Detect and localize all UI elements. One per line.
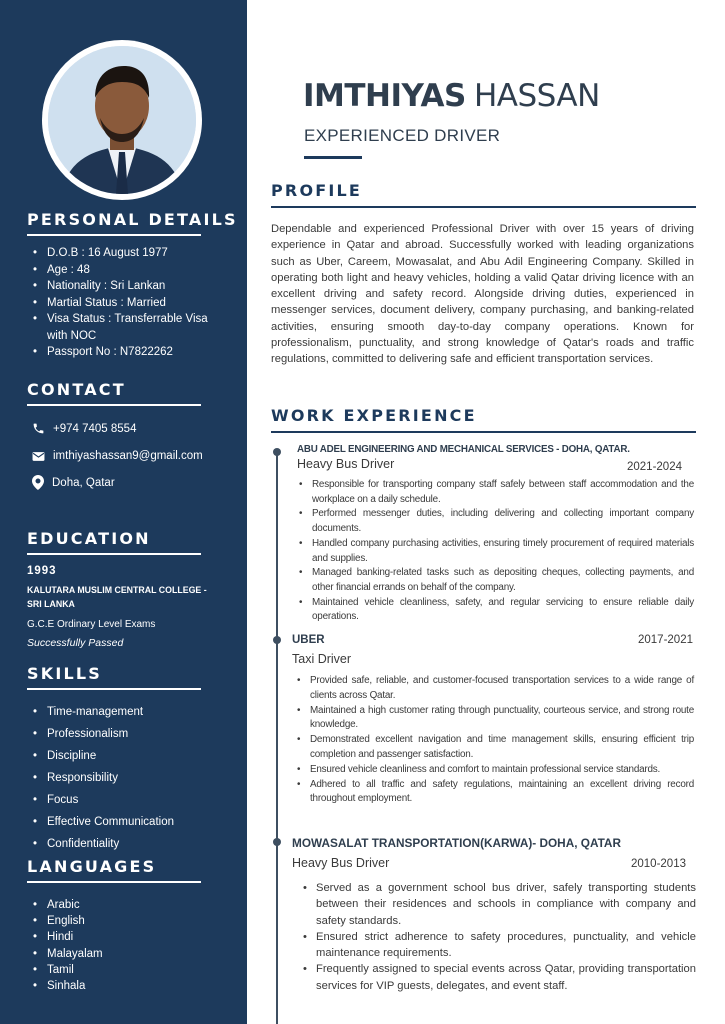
phone-text: +974 7405 8554 <box>53 422 137 435</box>
education-exam: G.C.E Ordinary Level Exams <box>27 619 156 630</box>
job-dates: 2021-2024 <box>627 461 682 473</box>
candidate-name <box>303 78 600 114</box>
education-heading: EDUCATION <box>27 529 151 548</box>
title-underline <box>304 156 362 159</box>
language-item: • Malayalam <box>31 946 191 962</box>
responsibility-item: • Demonstrated excellent navigation and time management skills, ensuring efficient trip completion and passenger satisfaction. <box>295 733 694 763</box>
profile-photo-frame <box>42 40 202 200</box>
personal-detail-item: • Passport No : N7822262 <box>31 344 211 361</box>
contact-heading: CONTACT <box>27 380 126 399</box>
profile-heading: PROFILE <box>271 181 363 200</box>
responsibility-item: • Maintained a high customer rating through punctuality, courteous service, and strong route knowledge. <box>295 704 694 734</box>
email-text: imthiyashassan9@gmail.com <box>53 450 203 462</box>
language-item: • Hindi <box>31 929 191 945</box>
responsibility-item: • Served as a government school bus driver, safely transporting students between their residences and schools in compliance with company and safety standards. <box>301 880 696 929</box>
languages-rule <box>27 881 201 883</box>
responsibility-item: • Ensured strict adherence to safety procedures, punctuality, and vehicle maintenance requirements. <box>301 929 696 962</box>
profile-summary: Dependable and experienced Professional Driver with over 15 years of driving experience in Qatar and abroad. Successfully worked with leading organizations such as Uber, Careem, Mowasalat, and Abu Adil Engineering Company. Skilled in operating both light and heavy vehicles, holding a valid Qatar driving licence with an excellent driving and safety record. Alongside driving duties, experienced in messenger services, document delivery, company purchasing, and banking-related activities, ensuring smooth day-to-day company operations. Known for professionalism, punctuality, and strong knowledge of Qatar's roads and traffic regulations, committed to delivering safe and efficient transportation services. <box>271 223 694 366</box>
location-text: Doha, Qatar <box>52 476 115 489</box>
job-dates: 2010-2013 <box>631 858 686 870</box>
responsibility-item: • Frequently assigned to special events across Qatar, providing transportation services for VIP guests, delegates, and event staff. <box>301 961 696 994</box>
responsibility-item: • Provided safe, reliable, and customer-focused transportation services to a wide range of clients across Qatar. <box>295 674 694 704</box>
job-title: EXPERIENCED DRIVER <box>304 126 501 145</box>
job-responsibilities <box>301 880 696 994</box>
profile-photo <box>48 46 196 194</box>
language-item: • Arabic <box>31 897 191 913</box>
personal-details-heading: PERSONAL DETAILS <box>27 210 238 229</box>
skill-item: • Focus <box>31 789 221 811</box>
sidebar <box>0 0 247 1024</box>
timeline-dot <box>273 838 281 846</box>
profile-rule <box>271 206 696 208</box>
contact-rule <box>27 404 201 406</box>
personal-details-rule <box>27 234 201 236</box>
skill-item: • Confidentiality <box>31 833 221 855</box>
skill-item: • Discipline <box>31 745 221 767</box>
work-experience-rule <box>271 431 696 433</box>
contact-phone[interactable] <box>32 422 136 435</box>
skills-heading: SKILLS <box>27 664 102 683</box>
experience-timeline <box>276 450 278 1024</box>
language-item: • Sinhala <box>31 978 191 994</box>
skill-item: • Time-management <box>31 701 221 723</box>
contact-email[interactable] <box>32 450 203 462</box>
job-role: Taxi Driver <box>292 652 352 666</box>
timeline-dot <box>273 636 281 644</box>
skill-item: • Professionalism <box>31 723 221 745</box>
first-name: IMTHIYAS <box>303 78 466 114</box>
job-dates: 2017-2021 <box>638 634 693 646</box>
education-year: 1993 <box>27 565 57 577</box>
languages-list <box>31 897 191 994</box>
responsibility-item: • Managed banking-related tasks such as depositing cheques, collecting payments, and other financial errands on behalf of the company. <box>297 566 694 595</box>
last-name: HASSAN <box>473 78 600 114</box>
responsibility-item: • Handled company purchasing activities, ensuring timely procurement of required materials and supplies. <box>297 537 694 566</box>
email-icon <box>32 451 45 462</box>
language-item: • English <box>31 913 191 929</box>
location-pin-icon <box>32 475 44 490</box>
personal-detail-item: • Age : 48 <box>31 262 211 279</box>
responsibility-item: • Maintained vehicle cleanliness, safety, and regular servicing to ensure reliable daily operations. <box>297 596 694 625</box>
responsibility-item: • Performed messenger duties, including delivering and collecting important company documents. <box>297 507 694 536</box>
responsibility-item: • Responsible for transporting company staff safely between staff accommodation and the workplace on a daily schedule. <box>297 478 694 507</box>
skill-item: • Responsibility <box>31 767 221 789</box>
education-school: KALUTARA MUSLIM CENTRAL COLLEGE - SRI LANKA <box>27 585 207 609</box>
work-experience-heading: WORK EXPERIENCE <box>271 406 477 425</box>
responsibility-item: • Adhered to all traffic and safety regulations, maintaining an excellent driving record throughout employment. <box>295 778 694 808</box>
personal-details-list <box>31 245 211 361</box>
job-responsibilities <box>295 674 694 807</box>
languages-heading: LANGUAGES <box>27 857 157 876</box>
personal-detail-item: • D.O.B : 16 August 1977 <box>31 245 211 262</box>
job-role: Heavy Bus Driver <box>292 856 390 870</box>
job-company: UBER <box>292 634 325 646</box>
personal-detail-item: • Martial Status : Married <box>31 295 211 312</box>
skills-rule <box>27 688 201 690</box>
education-rule <box>27 553 201 555</box>
skill-item: • Effective Communication <box>31 811 221 833</box>
skills-list <box>31 701 221 855</box>
responsibility-item: • Ensured vehicle cleanliness and comfort to maintain professional service standards. <box>295 763 694 778</box>
language-item: • Tamil <box>31 962 191 978</box>
personal-detail-item: • Nationality : Sri Lankan <box>31 278 211 295</box>
phone-icon <box>32 422 45 435</box>
timeline-dot <box>273 448 281 456</box>
job-responsibilities <box>297 478 694 625</box>
job-role: Heavy Bus Driver <box>297 457 395 471</box>
contact-location <box>32 475 115 490</box>
personal-detail-item: • Visa Status : Transferrable Visa with NOC <box>31 311 211 344</box>
education-result: Successfully Passed <box>27 637 124 649</box>
job-company: ABU ADEL ENGINEERING AND MECHANICAL SERVICES - DOHA, QATAR. <box>297 444 630 455</box>
job-company: MOWASALAT TRANSPORTATION(KARWA)- DOHA, QATAR <box>292 836 621 850</box>
